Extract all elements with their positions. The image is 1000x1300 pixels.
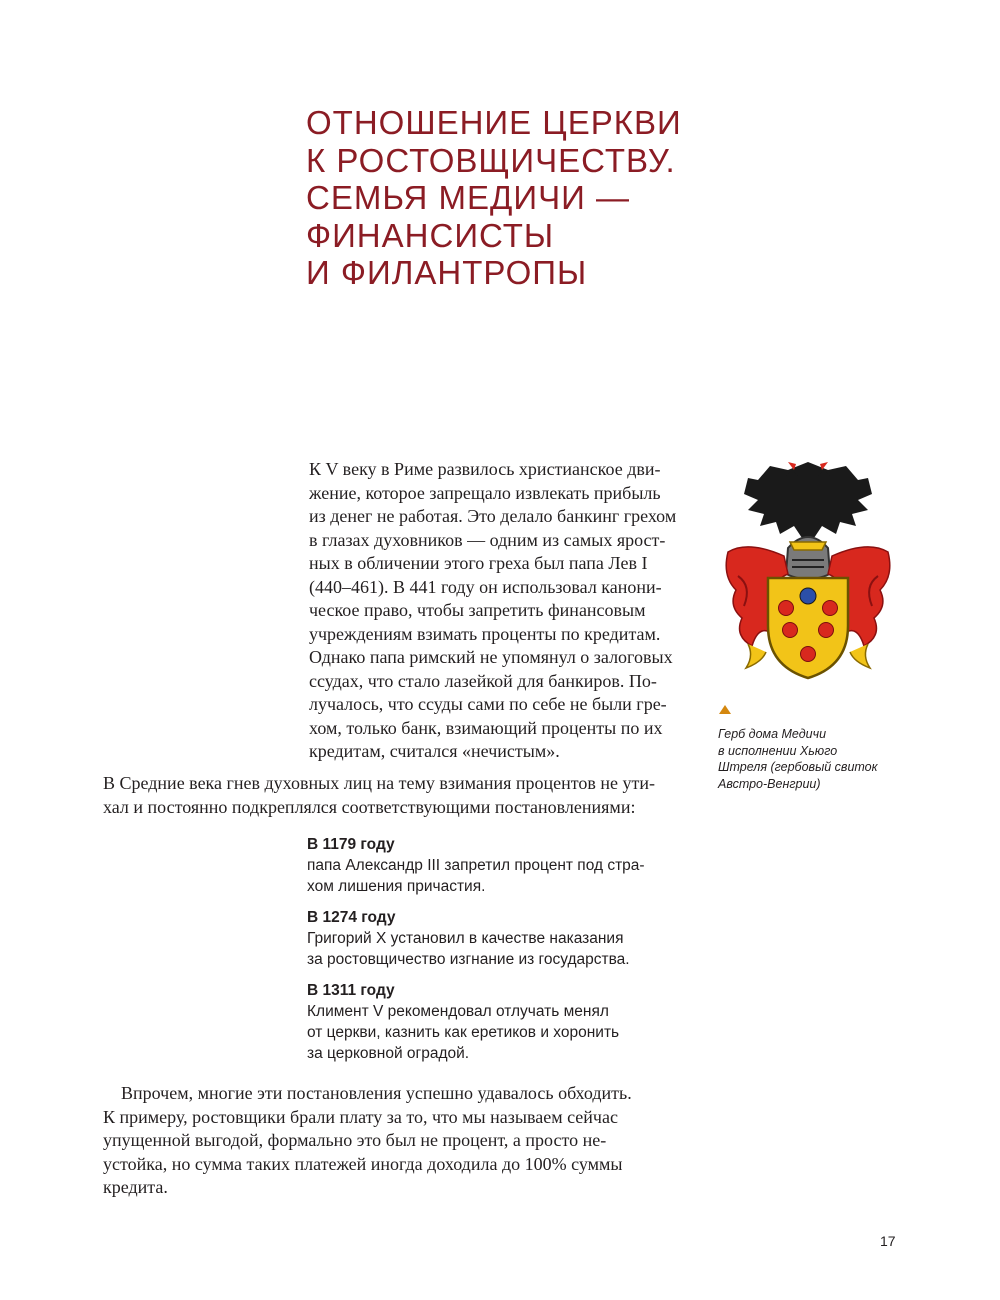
decree-text	[307, 928, 707, 970]
page-number: 17	[880, 1233, 896, 1249]
text-line: К V веку в Риме развилось христианское дви-	[309, 459, 661, 479]
text-line: хал и постоянно подкреплялся соответствующими постановлениями:	[103, 796, 636, 817]
text-line: хом лишения причастия.	[307, 878, 486, 895]
text-line: учреждениям взимать проценты по кредитам.	[309, 623, 661, 644]
text-line: лучалось, что ссуды сами по себе не были гре-	[309, 694, 667, 714]
closing-paragraph	[103, 1082, 695, 1200]
text-line: за ростовщичество изгнание из государства.	[307, 951, 630, 968]
title-line: И ФИЛАНТРОПЫ	[306, 254, 588, 291]
text-line: (440–461). В 441 году он использовал канони-	[309, 576, 662, 597]
decree-year: В 1179 году	[307, 836, 395, 853]
text-line: за церковной оградой.	[307, 1045, 470, 1062]
text-line: от церкви, казнить как еретиков и хоронить	[307, 1024, 620, 1041]
text-line: К примеру, ростовщики брали плату за то, что мы называем сейчас	[103, 1106, 618, 1127]
text-line: В Средние века гнев духовных лиц на тему взимания процентов не ути-	[103, 773, 656, 793]
text-line: ссудах, что стало лазейкой для банкиров. По-	[309, 670, 657, 691]
title-line: ФИНАНСИСТЫ	[306, 216, 555, 254]
caption-line: Герб дома Медичи	[718, 727, 827, 741]
text-line: папа Александр III запретил процент под стра-	[307, 857, 645, 874]
text-line: кредита.	[103, 1177, 168, 1197]
decree-entry	[307, 834, 707, 897]
figure-caption	[718, 726, 918, 792]
text-line: ных в обличении этого греха был папа Лев I	[309, 553, 648, 573]
decree-entry	[307, 980, 707, 1064]
decree-entry	[307, 907, 707, 970]
decree-text	[307, 1001, 707, 1064]
text-line: Однако папа римский не упомянул о залоговых	[309, 647, 673, 667]
page-title	[306, 104, 826, 292]
decree-text	[307, 855, 707, 897]
caption-line: в исполнении Хьюго	[718, 743, 838, 758]
decree-year: В 1274 году	[307, 909, 396, 926]
text-line: Впрочем, многие эти постановления успешно удавалось обходить.	[121, 1083, 632, 1103]
text-line: Григорий X установил в качестве наказания	[307, 930, 624, 947]
text-line: устойка, но сумма таких платежей иногда доходила до 100% суммы	[103, 1153, 623, 1174]
title-line: К РОСТОВЩИЧЕСТВУ.	[306, 141, 676, 179]
text-line: упущенной выгодой, формально это был не процент, а просто не-	[103, 1130, 607, 1150]
middle-paragraph	[103, 772, 683, 819]
text-line: кредитам, считался «нечистым».	[309, 741, 560, 761]
decree-list	[307, 834, 707, 1074]
caption-marker-icon	[719, 705, 731, 714]
text-line: в глазах духовников — одним из самых ярост-	[309, 529, 666, 550]
text-line: хом, только банк, взимающий проценты по их	[309, 717, 663, 738]
caption-line: Штреля (гербовый свиток	[718, 760, 878, 774]
text-line: из денег не работая. Это делало банкинг грехом	[309, 506, 677, 526]
caption-line: Австро-Венгрии)	[718, 776, 821, 791]
decree-year: В 1311 году	[307, 982, 395, 999]
text-line: жение, которое запрещало извлекать прибыль	[309, 482, 661, 503]
title-line: ОТНОШЕНИЕ ЦЕРКВИ	[306, 104, 682, 141]
title-line: СЕМЬЯ МЕДИЧИ —	[306, 179, 630, 216]
intro-paragraph	[309, 458, 696, 764]
medici-coat-of-arms-icon	[718, 456, 898, 684]
text-line: Климент V рекомендовал отлучать менял	[307, 1003, 609, 1020]
text-line: ческое право, чтобы запретить финансовым	[309, 600, 646, 620]
